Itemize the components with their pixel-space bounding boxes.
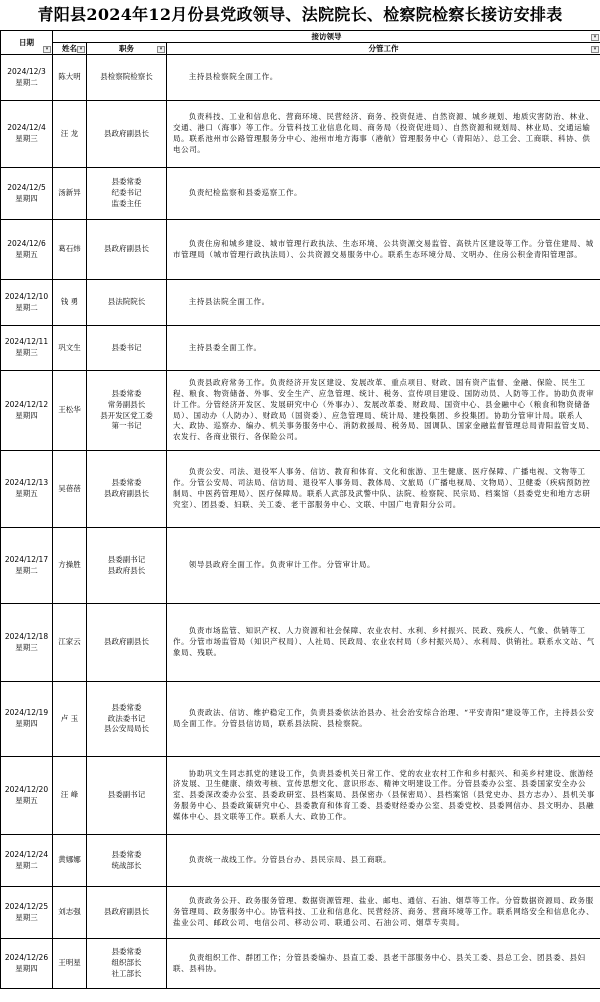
position-cell: 县政府副县长 [87, 887, 167, 939]
weekday-value: 星期五 [15, 795, 38, 805]
weekday-value: 星期四 [15, 410, 38, 420]
duty-cell [167, 939, 600, 989]
name-cell: 汪 龙 [53, 101, 87, 168]
duty-cell [167, 528, 600, 604]
weekday-value: 星期四 [15, 193, 38, 203]
position-cell: 县委常委 组织部长 社工部长 [87, 939, 167, 989]
date-cell [1, 887, 53, 939]
date-cell [1, 280, 53, 326]
position-cell: 县委副书记 [87, 757, 167, 835]
name-cell: 汤新异 [53, 168, 87, 220]
header-date[interactable]: 日期 ▾ [1, 31, 53, 55]
name-cell: 钱 勇 [53, 280, 87, 326]
weekday-value: 星期三 [15, 134, 38, 143]
weekday-value: 星期三 [15, 348, 38, 357]
name-cell: 方操胜 [53, 528, 87, 604]
name-cell: 王明星 [53, 939, 87, 989]
position-cell: 县委常委 政法委书记 县公安局局长 [87, 682, 167, 757]
table-row [1, 682, 600, 757]
duty-text: 负责公安、司法、退役军人事务、信访、教育和体育、文化和旅游、卫生健康、医疗保障、广播电视、文物等工作。分管公安局、司法局、信访局、退役军人事务局、教体局、文旅局（广播电视局、文物局）、卫健委（疾病预防控制局、中医药管理局）、医疗保障局。联系人武部及武警中队、法院、检察院、民宗局、档案馆（县委党史和地方志研究室）、团县委、妇联、关工委、老干部服务中心、文联、中国广电青阳分公司。 [173, 467, 591, 509]
table-row [1, 451, 600, 528]
name-cell: 刘志强 [53, 887, 87, 939]
position-cell: 县政府副县长 [87, 220, 167, 280]
name-cell: 黄娜娜 [53, 835, 87, 887]
filter-dropdown-icon[interactable]: ▾ [591, 46, 599, 53]
date-cell [1, 451, 53, 528]
header-position[interactable]: 职务 ▾ [87, 43, 167, 55]
weekday-value: 星期三 [15, 642, 38, 652]
name-cell: 葛石炜 [53, 220, 87, 280]
table-row [1, 604, 600, 682]
duty-text: 负责市场监管、知识产权、人力资源和社会保障、农业农村、水利、乡村振兴、民政、残疾人、气象、供销等工作。分管市场监管局（知识产权局）、人社局、民政局、农业农村局（乡村振兴局）、水利局、供销社。联系水文站、气象局、残联。 [173, 626, 595, 657]
position-cell: 县政府副县长 [87, 604, 167, 682]
position-cell: 县法院院长 [87, 280, 167, 326]
date-value: 2024/12/4 [7, 123, 46, 133]
filter-dropdown-icon[interactable]: ▾ [157, 46, 165, 53]
name-cell: 王松华 [53, 371, 87, 451]
table-row [1, 757, 600, 835]
name-cell: 巩文生 [53, 326, 87, 371]
duty-text: 负责统一战线工作。分管县台办、县民宗局、县工商联。 [188, 855, 392, 865]
name-cell: 吴蓓蓓 [53, 451, 87, 528]
duty-cell [167, 451, 600, 528]
date-cell [1, 101, 53, 168]
duty-cell [167, 280, 600, 326]
table-row [1, 371, 600, 451]
date-cell [1, 528, 53, 604]
reception-schedule-table [0, 30, 600, 989]
date-value: 2024/12/26 [4, 952, 49, 962]
weekday-value: 星期二 [15, 77, 38, 87]
date-cell [1, 220, 53, 280]
duty-text: 负责政务公开、政务服务管理、数据资源管理、盐业、邮电、通信、石油、烟草等工作。分管数据资源局、政务服务管理局、政务服务中心。协管科技、工业和信息化、民营经济、商务、营商环境等工作。联系网络安全和信息化办、盐业公司、邮政公司、电信公司、移动公司、联通公司、石油公司、烟草专卖局。 [173, 896, 595, 927]
date-value: 2024/12/5 [7, 182, 46, 192]
date-cell [1, 757, 53, 835]
duty-text: 负责住房和城乡建设、城市管理行政执法、生态环境、公共资源交易监管、高铁片区建设等工作。分管住建局、城市管理局（城市管理行政执法局）、公共资源交易服务中心。联系生态环境分局、文明办、住房公积金青阳管理部。 [173, 238, 594, 259]
date-value: 2024/12/11 [4, 337, 49, 347]
date-value: 2024/12/12 [4, 399, 49, 409]
date-value: 2024/12/17 [4, 554, 49, 564]
position-cell: 县委常委 县政府副县长 [87, 451, 167, 528]
date-value: 2024/12/6 [7, 238, 46, 248]
duty-cell [167, 101, 600, 168]
date-cell [1, 168, 53, 220]
table-row [1, 220, 600, 280]
date-cell [1, 326, 53, 371]
duty-text: 领导县政府全面工作。负责审计工作。分管审计局。 [188, 560, 376, 570]
position-cell: 县委副书记 县政府县长 [87, 528, 167, 604]
name-cell: 卢 玉 [53, 682, 87, 757]
table-row [1, 887, 600, 939]
filter-dropdown-icon[interactable]: ▾ [77, 46, 85, 53]
table-row [1, 280, 600, 326]
table-row [1, 939, 600, 989]
weekday-value: 星期二 [15, 565, 38, 575]
duty-cell [167, 371, 600, 451]
weekday-value: 星期二 [15, 302, 38, 312]
table-row [1, 528, 600, 604]
duty-text: 负责组织工作、群团工作；分管县委编办、县直工委、县老干部服务中心、县关工委、县总工会、团县委、县妇联、县科协。 [173, 952, 586, 973]
name-cell: 汪 峰 [53, 757, 87, 835]
position-cell: 县政府副县长 [87, 101, 167, 168]
date-value: 2024/12/13 [4, 478, 49, 488]
position-cell: 县委常委 纪委书记 监委主任 [87, 168, 167, 220]
date-value: 2024/12/25 [4, 901, 49, 911]
date-cell [1, 682, 53, 757]
date-cell [1, 939, 53, 989]
table-row [1, 835, 600, 887]
name-cell: 陈大明 [53, 55, 87, 101]
position-cell: 县检察院检察长 [87, 55, 167, 101]
duty-text: 协助巩文生同志抓党的建设工作，负责县委机关日常工作、党的农业农村工作和乡村振兴、和美乡村建设、旅游经济发展、卫生健康、绩效考核、宣传思想文化、意识形态、精神文明建设工作。分管县委办公室、县委国家安全办公室、县委深改委办公室、县委政研室、县档案局、县保密办（县保密局）、县档案馆（县党史办、县方志办）、县机关事务服务中心、县委政策研究中心、县委教育和体育工委、县委财经委办公室、县委党校、县委网信办、县文明办、县融媒体中心、县文联等工作。联系人大、政协工作。 [173, 768, 595, 821]
duty-cell [167, 220, 600, 280]
page-title: 青阳县2024年12月份县党政领导、法院院长、检察院检察长接访安排表 [37, 5, 563, 24]
position-cell: 县委常委 统战部长 [87, 835, 167, 887]
table-row [1, 326, 600, 371]
date-cell [1, 55, 53, 101]
weekday-value: 星期五 [15, 489, 38, 498]
table-row [1, 168, 600, 220]
duty-text: 负责科技、工业和信息化、营商环境、民营经济、商务、投资促进、自然资源、城乡规划、地质灾害防治、林业、交通、港口（海事）等工作。分管科技工业信息化局、商务局（投资促进局）、自然资源和规划局、林业局、交通运输局。联系池州市公路管理服务分中心、池州市地方海事（港航）管理服务中心（青阳站）、总工会、工商联、科协、供电公司。 [173, 112, 594, 154]
table-row [1, 101, 600, 168]
duty-cell [167, 887, 600, 939]
date-value: 2024/12/3 [7, 66, 46, 76]
weekday-value: 星期四 [15, 963, 38, 973]
duty-text: 主持县检察院全面工作。 [188, 72, 278, 82]
date-cell [1, 371, 53, 451]
weekday-value: 星期五 [15, 249, 38, 259]
duty-cell [167, 757, 600, 835]
date-value: 2024/12/19 [4, 708, 49, 718]
duty-text: 负责政法、信访、维护稳定工作，负责县委依法治县办、社会治安综合治理、“平安青阳”建设等工作，主持县公安局全面工作。分管县信访局，联系县法院、县检察院。 [173, 708, 595, 728]
duty-cell [167, 604, 600, 682]
duty-cell [167, 55, 600, 101]
duty-cell [167, 326, 600, 371]
date-value: 2024/12/10 [4, 291, 49, 301]
duty-text: 负责县政府常务工作。负责经济开发区建设、发展改革、重点项目、财政、国有资产监督、金融、保险、民生工程、粮食、物资储备、外事、安全生产、应急管理、统计、税务、宣传项目建设、国防动员、人防等工作。协助负责审计工作。分管经济开发区、发展研究中心（外事办）、发展改革委、财政局、国资中心、县金融中心（粮食和物资储备局）、国动办（人防办）、财政局（国资委）、应急管理局、统计局、建投集团、乡投集团。协助分管审计局。联系人大、政协、巡察办、编办、机关事务服务中心、消防救援局、税务局、国调队、国家金融监督管理总局青阳监管支局、农发行、各商业银行、各保险公司。 [173, 378, 595, 442]
weekday-value: 星期三 [15, 912, 38, 922]
duty-cell [167, 682, 600, 757]
weekday-value: 星期二 [15, 860, 38, 870]
duty-cell [167, 168, 600, 220]
duty-cell [167, 835, 600, 887]
filter-dropdown-icon[interactable]: ▾ [591, 34, 599, 41]
position-cell: 县委常委 常务副县长 县开发区党工委 第一书记 [87, 371, 167, 451]
name-cell: 江家云 [53, 604, 87, 682]
date-value: 2024/12/20 [4, 784, 49, 794]
header-name[interactable]: 姓名 ▾ [53, 43, 87, 55]
weekday-value: 星期四 [15, 719, 38, 728]
filter-dropdown-icon[interactable]: ▾ [43, 46, 51, 53]
header-group: 接访领导 ▾ [53, 31, 600, 43]
date-cell [1, 835, 53, 887]
duty-text: 负责纪检监察和县委巡察工作。 [188, 188, 303, 198]
duty-text: 主持县法院全面工作。 [188, 297, 270, 307]
date-cell [1, 604, 53, 682]
date-value: 2024/12/24 [4, 849, 49, 859]
duty-text: 主持县委全面工作。 [188, 342, 262, 352]
header-duty[interactable]: 分管工作 ▾ [167, 43, 600, 55]
position-cell: 县委书记 [87, 326, 167, 371]
date-value: 2024/12/18 [4, 631, 49, 641]
table-row [1, 55, 600, 101]
